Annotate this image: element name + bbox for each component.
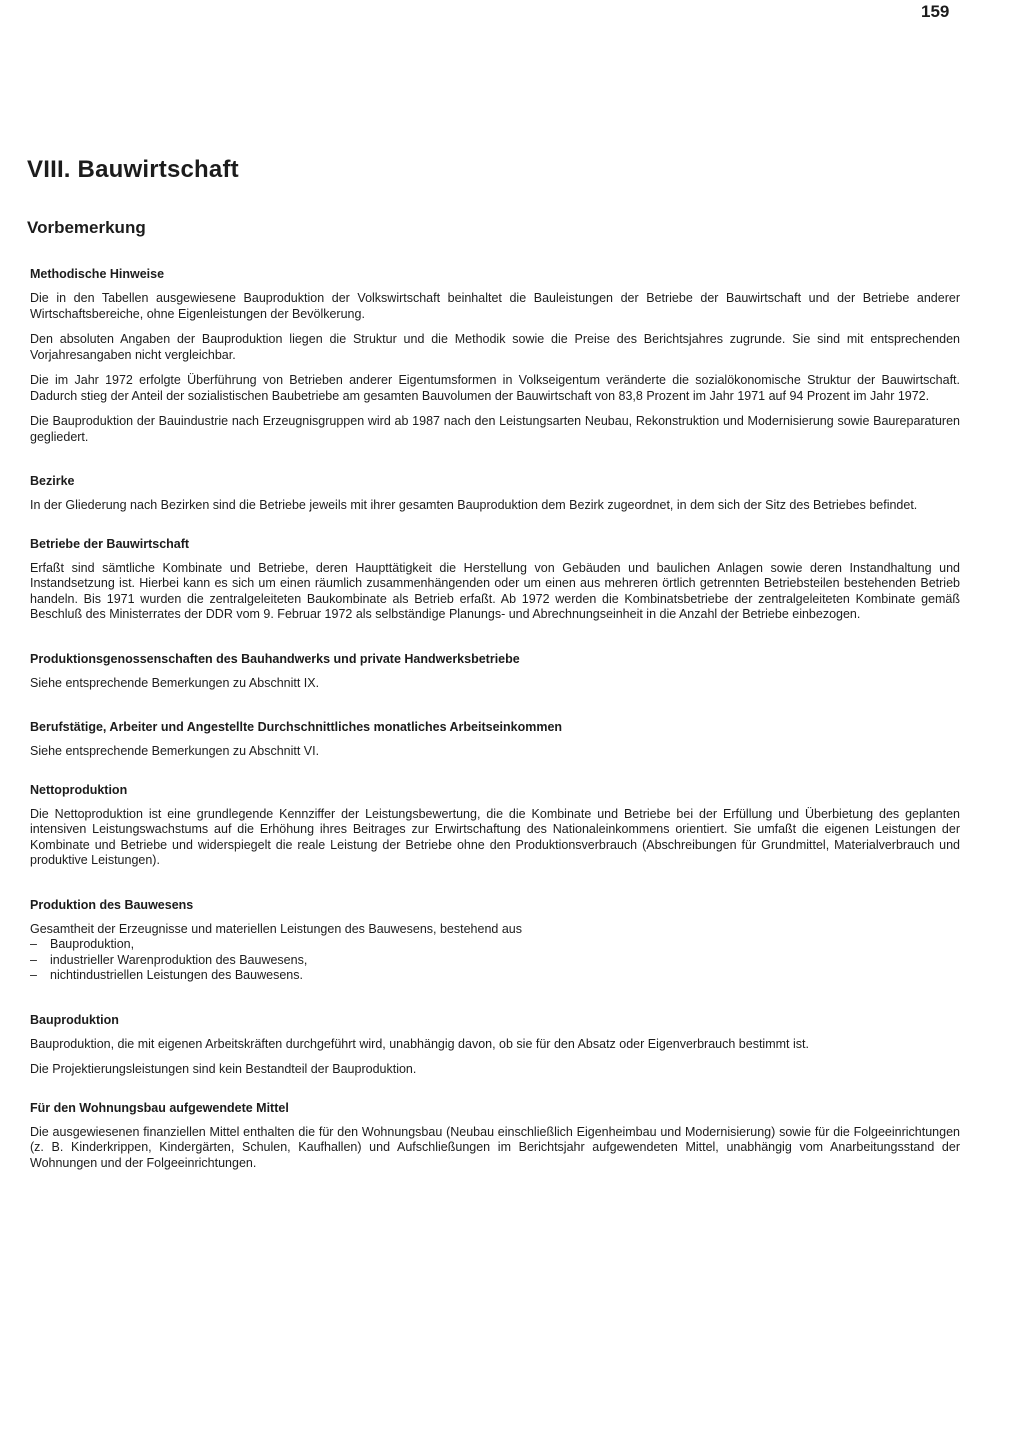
section-heading: Betriebe der Bauwirtschaft — [30, 536, 190, 551]
paragraph: Erfaßt sind sämtliche Kombinate und Betriebe, deren Haupttätigkeit die Herstellung von Gebäuden und baulichen Anlagen sowie deren Instandhaltung und Instandsetzung ist. Hierbei kann es sich um einen räumlich zusammenhängenden oder um einen aus mehreren örtlich getrennten Betriebsteilen bestehenden Betrieb handeln. Bis 1971 wurden die zentralgeleiteten Baukombinate als Betrieb erfaßt. Ab 1972 werden die Kombinatsbetriebe der zentralgeleiteten Kombinate gemäß Beschluß des Ministerrates der DDR vom 9. Februar 1972 als selbständige Planungs- und Abrechnungseinheit in die Anzahl der Betriebe einbezogen. — [30, 560, 960, 621]
paragraph: Die ausgewiesenen finanziellen Mittel enthalten die für den Wohnungsbau (Neubau einschließlich Eigenheimbau und Modernisierung) sowie für die Folgeeinrichtungen (z. B. Kinderkrippen, Kindergärten, Schulen, Kaufhallen) und Aufschließungen im Berichtsjahr aufgewendeten Mittel, unabhängig vom Anarbeitungsstand der Wohnungen und der Folgeeinrichtungen. — [30, 1124, 960, 1170]
paragraph: Den absoluten Angaben der Bauproduktion liegen die Struktur und die Methodik sowie die Preise des Berichtsjahres zugrunde. Sie sind mit entsprechenden Vorjahresangaben nicht vergleichbar. — [30, 332, 960, 362]
section-bauproduktion — [30, 1012, 960, 1078]
section-wohnungsbau — [30, 1100, 960, 1172]
section-heading: Bezirke — [30, 474, 75, 488]
section-produktion-bauwesens — [30, 897, 960, 984]
paragraph: Siehe entsprechende Bemerkungen zu Abschnitt VI. — [30, 744, 320, 758]
section-methodische-hinweise — [30, 266, 960, 445]
section-pgh — [30, 651, 960, 692]
section-nettoproduktion — [30, 782, 960, 869]
paragraph: Die in den Tabellen ausgewiesene Bauproduktion der Volkswirtschaft beinhaltet die Bauleistungen der Betriebe der Bauwirtschaft und der Betriebe anderer Wirtschaftsbereiche, ohne Eigenleistungen der Bevölkerung. — [30, 291, 960, 321]
paragraph: Die im Jahr 1972 erfolgte Überführung von Betrieben anderer Eigentumsformen in Volkseigentum veränderte die sozialökonomische Struktur der Bauwirtschaft. Dadurch stieg der Anteil der sozialistischen Baubetriebe am gesamten Bauvolumen der Bauwirtschaft von 83,8 Prozent im Jahr 1971 auf 94 Prozent im Jahr 1972. — [30, 373, 960, 403]
dash-list — [30, 937, 960, 984]
section-heading: Produktion des Bauwesens — [30, 897, 194, 912]
section-heading: Berufstätige, Arbeiter und Angestellte Durchschnittliches monatliches Arbeitseinkommen — [30, 720, 563, 734]
section-heading: Nettoproduktion — [30, 782, 128, 797]
section-betriebe — [30, 536, 960, 623]
list-item: – nichtindustriellen Leistungen des Bauwesens. — [30, 968, 960, 984]
paragraph: In der Gliederung nach Bezirken sind die Betriebe jeweils mit ihrer gesamten Bauproduktion dem Bezirk zugeordnet, in dem sich der Sitz des Betriebes befindet. — [30, 498, 918, 512]
section-heading: Methodische Hinweise — [30, 267, 165, 281]
document-body — [30, 266, 960, 1181]
paragraph: Siehe entsprechende Bemerkungen zu Abschnitt IX. — [30, 675, 320, 690]
section-bezirke — [30, 473, 960, 514]
paragraph: Die Nettoproduktion ist eine grundlegende Kennziffer der Leistungsbewertung, die die Kombinate und Betriebe bei der Erfüllung und Überbietung des geplanten intensiven Leistungswachstums auf die Erhöhung ihres Beitrages zur Erwirtschaftung des Nationaleinkommens orientiert. Sie umfaßt die eigenen Leistungen der Kombinate und Betriebe und widerspiegelt die reale Leistung der Betriebe ohne den Produktionsverbrauch (Abschreibungen für Grundmittel, Materialverbrauch und produktive Leistungen). — [30, 806, 960, 867]
chapter-title: VIII. Bauwirtschaft — [27, 156, 239, 183]
paragraph: Die Bauproduktion der Bauindustrie nach Erzeugnisgruppen wird ab 1987 nach den Leistungsarten Neubau, Rekonstruktion und Modernisierung sowie Baureparaturen gegliedert. — [30, 414, 960, 444]
list-item: – industrieller Warenproduktion des Bauwesens, — [30, 953, 960, 969]
paragraph: Die Projektierungsleistungen sind kein Bestandteil der Bauproduktion. — [30, 1062, 417, 1076]
list-item: – Bauproduktion, — [30, 937, 960, 953]
section-berufstaetige — [30, 719, 960, 760]
section-heading: Produktionsgenossenschaften des Bauhandwerks und private Handwerksbetriebe — [30, 651, 520, 666]
page-number: 159 — [921, 2, 950, 21]
paragraph: Bauproduktion, die mit eigenen Arbeitskräften durchgeführt wird, unabhängig davon, ob sie für den Absatz oder Eigenverbrauch bestimmt ist. — [30, 1036, 809, 1051]
section-heading: Bauproduktion — [30, 1012, 119, 1027]
section-heading: Für den Wohnungsbau aufgewendete Mittel — [30, 1100, 289, 1115]
paragraph: Gesamtheit der Erzeugnisse und materiellen Leistungen des Bauwesens, bestehend aus — [30, 921, 522, 936]
subtitle: Vorbemerkung — [27, 218, 146, 237]
